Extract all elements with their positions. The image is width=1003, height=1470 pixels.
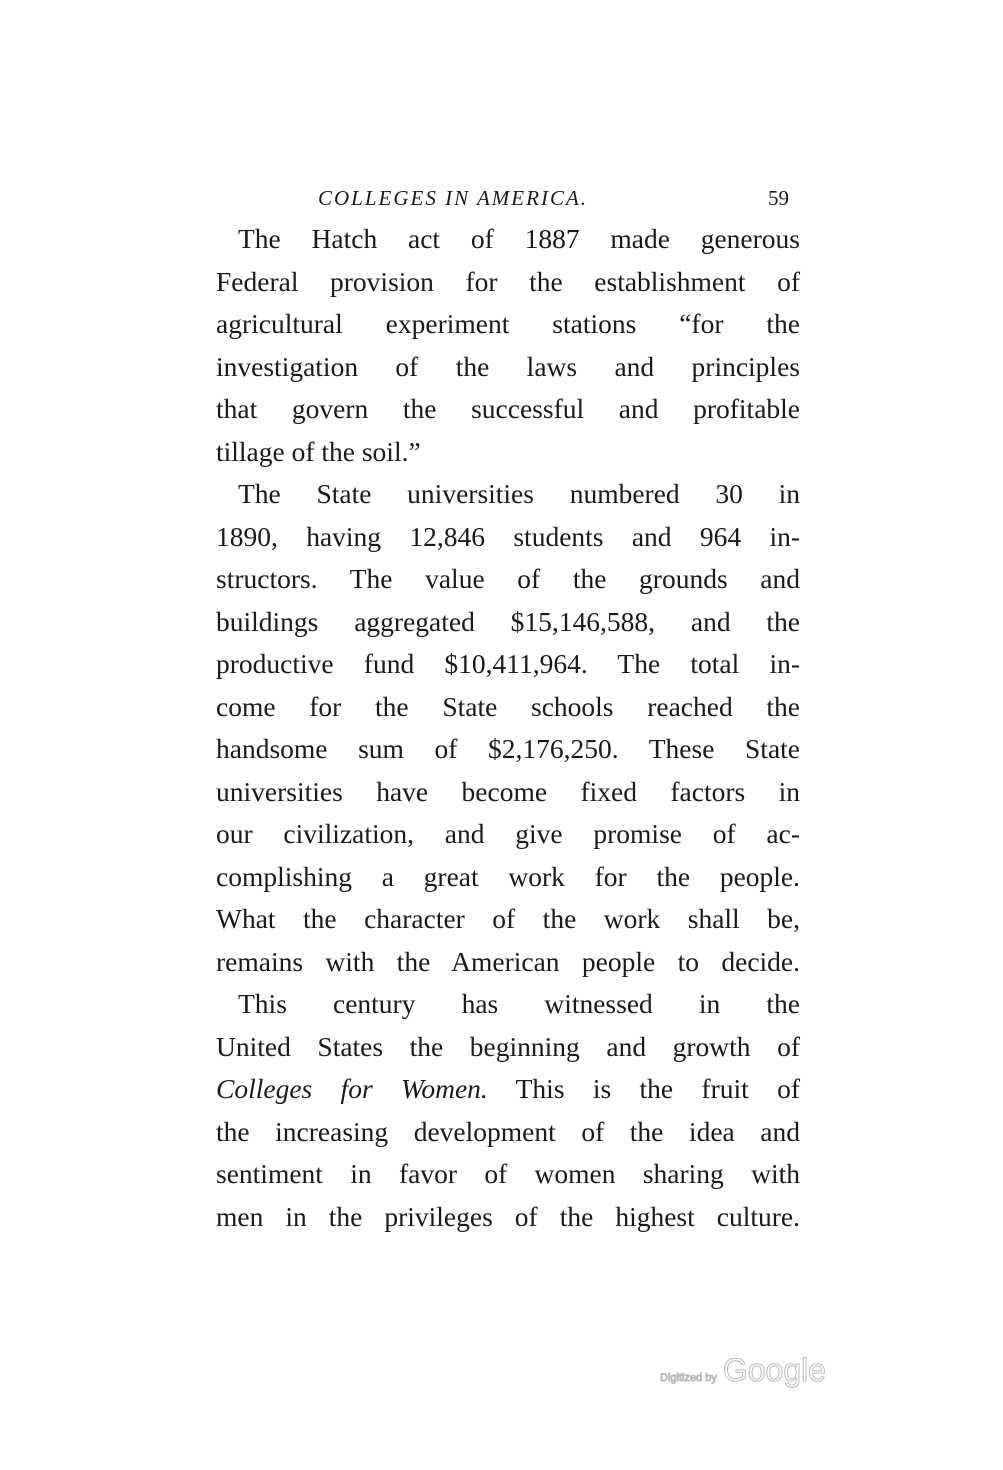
text-line — [216, 1068, 800, 1111]
watermark-brand: Google — [722, 1352, 827, 1388]
text-line: productive fund $10,411,964. The total in- — [216, 648, 800, 679]
text-fragment: This is the fruit of — [515, 1073, 800, 1104]
text-line: buildings aggregated $15,146,588, and the — [216, 605, 800, 637]
text-line: men in the privileges of the highest culture. — [216, 1200, 800, 1232]
text-line: The Hatch act of 1887 made generous — [238, 223, 800, 254]
text-line: our civilization, and give promise of ac- — [216, 818, 800, 849]
text-line: What the character of the work shall be, — [216, 903, 800, 934]
watermark-prefix: Digitized by — [660, 1372, 717, 1384]
text-line: that govern the successful and profitable — [216, 393, 800, 424]
page-number: 59 — [768, 186, 789, 210]
text-line: 1890, having 12,846 students and 964 in- — [216, 520, 800, 552]
text-line: The State universities numbered 30 in — [238, 478, 800, 509]
text-line: the increasing development of the idea and — [216, 1115, 800, 1147]
text-line: universities have become fixed factors in — [216, 775, 800, 807]
text-line: sentiment in favor of women sharing with — [216, 1158, 800, 1189]
text-line: tillage of the soil.” — [216, 435, 421, 467]
google-watermark — [660, 1352, 826, 1389]
text-line: United States the beginning and growth of — [216, 1030, 800, 1062]
text-line: agricultural experiment stations “for the — [216, 308, 800, 339]
italic-phrase: Colleges for Women. — [216, 1073, 488, 1104]
text-line: complishing a great work for the people. — [216, 860, 800, 892]
text-line: remains with the American people to decide. — [216, 945, 800, 977]
text-line: investigation of the laws and principles — [216, 350, 800, 382]
page-body — [216, 218, 800, 1238]
text-line: This century has witnessed in the — [238, 988, 800, 1019]
text-line: handsome sum of $2,176,250. These State — [216, 733, 800, 764]
text-line: structors. The value of the grounds and — [216, 563, 800, 594]
text-line: Federal provision for the establishment of — [216, 265, 800, 297]
text-line: come for the State schools reached the — [216, 690, 800, 722]
running-head: COLLEGES IN AMERICA. — [318, 186, 589, 210]
